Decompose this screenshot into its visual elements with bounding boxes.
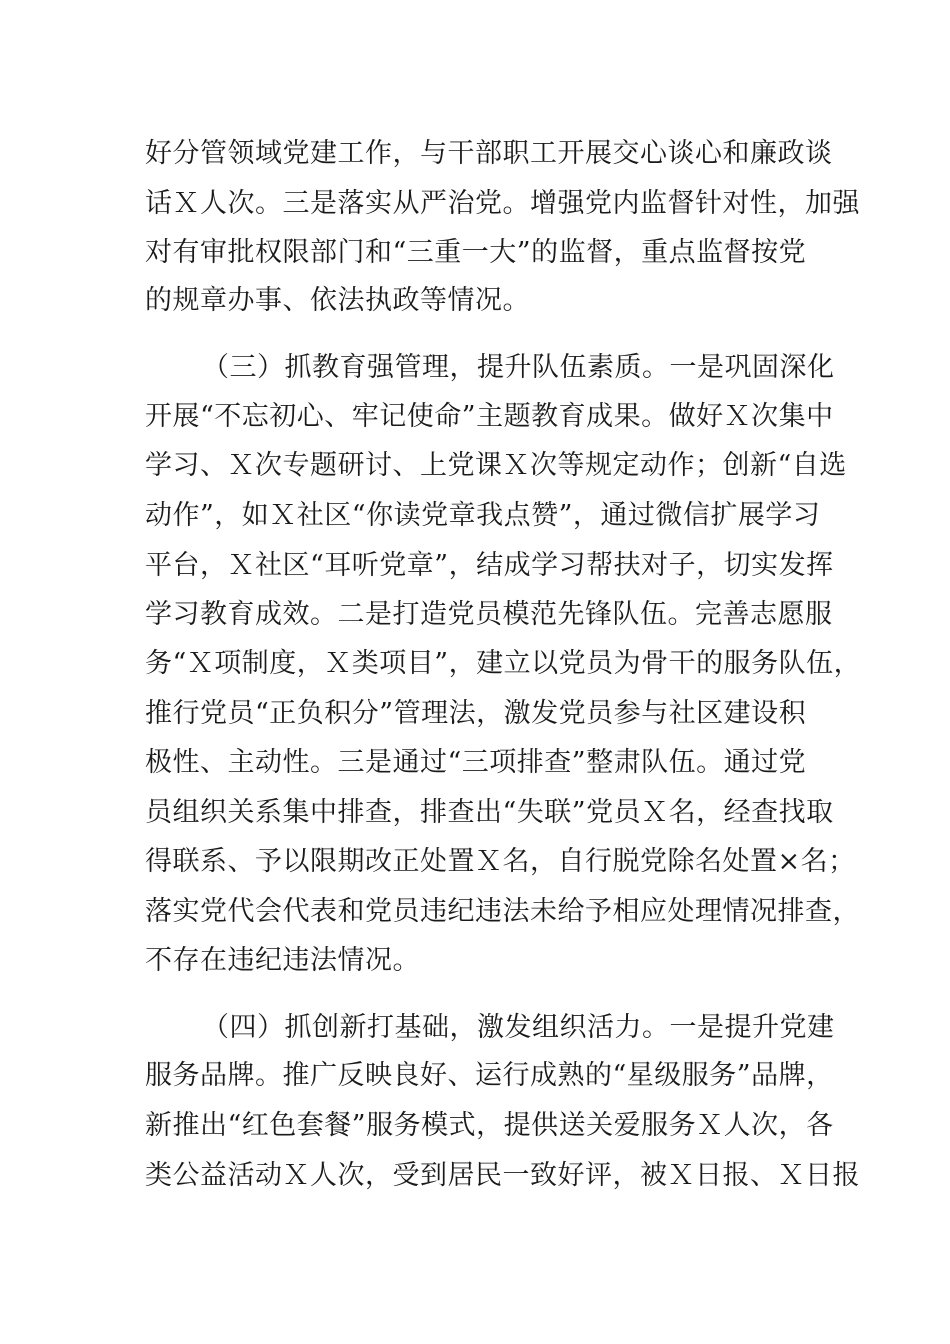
paragraph-line: 好分管领域党建工作，与干部职工开展交心谈心和廉政谈 — [145, 138, 833, 169]
paragraph-line: 新推出“红色套餐”服务模式，提供送关爱服务Ｘ人次，各 — [145, 1110, 834, 1141]
paragraph-line: 话Ｘ人次。三是落实从严治党。增强党内监督针对性，加强 — [145, 188, 860, 219]
paragraph-line: 得联系、予以限期改正处置Ｘ名，自行脱党除名处置×名； — [145, 846, 856, 877]
paragraph-line: 员组织关系集中排查，排查出“失联”党员Ｘ名，经查找取 — [145, 797, 834, 828]
paragraph-line: 务“Ｘ项制度，Ｘ类项目”，建立以党员为骨干的服务队伍， — [145, 648, 862, 679]
paragraph-line: 落实党代会代表和党员违纪违法未给予相应处理情况排查， — [145, 896, 860, 927]
paragraph-line: 开展“不忘初心、牢记使命”主题教育成果。做好Ｘ次集中 — [145, 401, 834, 432]
paragraph-line: 服务品牌。推广反映良好、运行成熟的“星级服务”品牌， — [145, 1060, 834, 1091]
paragraph-line: 类公益活动Ｘ人次，受到居民一致好评，被Ｘ日报、Ｘ日报 — [145, 1160, 860, 1191]
section-heading-line: （三）抓教育强管理，提升队伍素质。一是巩固深化 — [202, 352, 835, 383]
paragraph-line: 推行党员“正负积分”管理法，激发党员参与社区建设积 — [145, 698, 807, 729]
section-heading-line: （四）抓创新打基础，激发组织活力。一是提升党建 — [202, 1012, 835, 1043]
paragraph-line: 平台，Ｘ社区“耳听党章”，结成学习帮扶对子，切实发挥 — [145, 550, 834, 581]
paragraph-line: 对有审批权限部门和“三重一大”的监督，重点监督按党 — [145, 237, 807, 268]
paragraph-line: 极性、主动性。三是通过“三项排查”整肃队伍。通过党 — [145, 747, 807, 778]
paragraph-line: 动作”，如Ｘ社区“你读党章我点赞”，通过微信扩展学习 — [145, 500, 821, 531]
paragraph-line: 不存在违纪违法情况。 — [145, 945, 420, 976]
paragraph-line: 学习、Ｘ次专题研讨、上党课Ｘ次等规定动作；创新“自选 — [145, 450, 847, 481]
paragraph-line: 的规章办事、依法执政等情况。 — [145, 285, 530, 316]
paragraph-line: 学习教育成效。二是打造党员模范先锋队伍。完善志愿服 — [145, 599, 833, 630]
